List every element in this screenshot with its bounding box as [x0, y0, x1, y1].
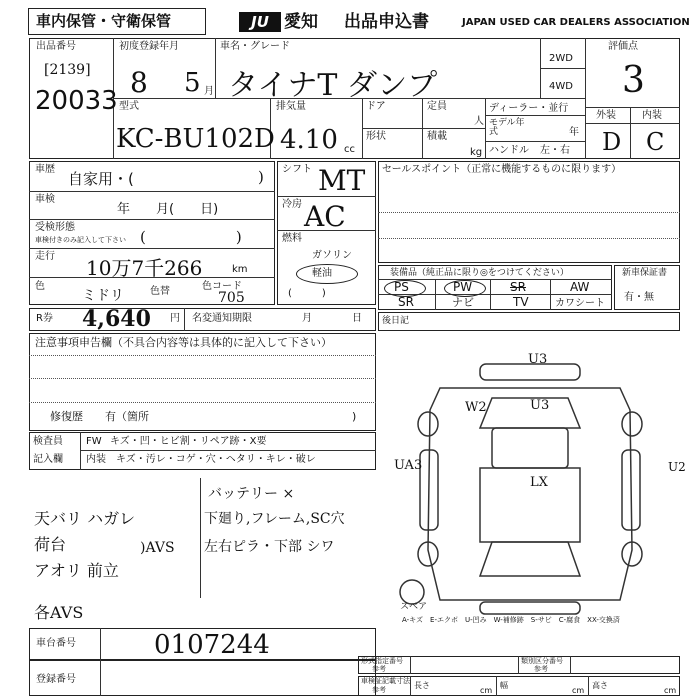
load-label: 積載: [427, 131, 447, 142]
lot-label: 出品番号: [36, 41, 76, 52]
remark-line1: 天バリ ハガレ: [34, 509, 136, 528]
spare-label: スペア: [400, 602, 428, 612]
type-designation-ref: 参考: [372, 665, 386, 673]
equip-sr-top: SR: [510, 280, 526, 294]
diagram-rear-bumper: [480, 602, 580, 614]
length-unit: cm: [480, 686, 493, 695]
dimensions-label: 車検証記載寸法: [361, 677, 410, 685]
km-unit: km: [232, 264, 248, 275]
storage-header: 車内保管・守衛保管: [36, 12, 172, 30]
diagram-spare-wheel: [400, 580, 424, 604]
mark-u2: U2: [668, 460, 686, 474]
damage-legend: A-キズ E-エクボ U-凹み W-補修跡 S-サビ C-腐食 XX-交換済: [402, 616, 620, 624]
displacement: 4.10: [280, 125, 338, 155]
color-value: ミドリ: [82, 288, 124, 304]
warranty-label: 新車保証書: [622, 268, 668, 278]
commission-note: 車検付きのみ記入して下さい: [35, 236, 126, 244]
remarks-divider: [200, 478, 201, 598]
lot-number: 20033: [35, 86, 118, 116]
fuel-label: 燃料: [282, 233, 302, 244]
notes-label: 注意事項申告欄（不具合内容等は具体的に記入して下さい）: [35, 336, 332, 349]
fuel-diesel: 軽油: [312, 268, 332, 279]
history-label: 車歴: [35, 164, 55, 175]
dimensions-ref: 参考: [372, 686, 386, 694]
registration-box: [29, 660, 376, 696]
repair-close: ): [352, 410, 357, 423]
reg-label: 初度登録年月: [119, 41, 179, 52]
color-label: 色: [35, 281, 45, 292]
drive-2wd: 2WD: [549, 53, 573, 64]
color-code-value: 705: [218, 290, 245, 306]
interior-label: 内装: [86, 454, 106, 465]
sales-point-label: セールスポイント（正常に機能するものに限ります）: [382, 164, 622, 175]
height-label: 高さ: [592, 681, 608, 690]
commission-paren: ( ): [140, 228, 242, 246]
equip-sr: SR: [398, 295, 414, 309]
inspector-label-1: 検査員: [33, 436, 63, 447]
handle-label: ハンドル: [489, 145, 529, 156]
chassis-number: 0107244: [154, 630, 270, 660]
recycle-yen: 円: [170, 313, 180, 324]
remark-line2: 荷台: [34, 535, 67, 554]
repair-history-label: 修復歴 有（箇所: [50, 410, 149, 423]
mark-lx: LX: [530, 475, 548, 490]
deadline-day: 日: [352, 313, 362, 324]
recycle-amount: 4,640: [82, 306, 151, 332]
chassis-label: 車台番号: [36, 638, 76, 649]
logo-suffix: 愛知: [284, 12, 318, 32]
commission-label: 受検形態: [35, 222, 75, 233]
diagram-body-outline: [428, 388, 632, 600]
ju-logo: [239, 12, 281, 32]
cc-unit: cc: [344, 144, 355, 155]
handle-options: 左・右: [540, 145, 570, 156]
car-diagram: [380, 340, 680, 640]
door-label: ドア: [366, 101, 386, 112]
lot-bracket: [2139]: [44, 62, 91, 78]
inspect-value: 年 月( 日): [117, 202, 219, 217]
remark-right2: 下廻り,フレーム,SC穴: [204, 511, 345, 527]
disp-label: 排気量: [276, 101, 306, 112]
diagram-wheel-fr: [622, 412, 642, 436]
ac-value: AC: [304, 200, 346, 233]
ext-grade: D: [602, 128, 622, 156]
type-designation-label: 形式指定番号: [361, 657, 403, 665]
bottom-table-1: [358, 656, 680, 674]
remark-right3: 左右ピラ・下部 シワ: [204, 539, 335, 555]
history-close: ): [258, 168, 264, 186]
deadline-label: 名変通知期限: [192, 313, 252, 324]
grade-score: 3: [622, 60, 645, 101]
page-title: 出品申込書: [344, 12, 429, 32]
vehicle-name: タイナT ダンプ: [228, 68, 438, 103]
registration-label: 登録番号: [36, 674, 76, 685]
person-unit: 人: [474, 116, 484, 127]
reg-month-unit: 月: [204, 86, 214, 97]
cap-label: 定員: [427, 101, 447, 112]
after-note-box: [378, 312, 680, 331]
int-grade: C: [646, 128, 665, 156]
mark-u3-mid: U3: [530, 398, 550, 413]
warranty-options: 有・無: [624, 292, 654, 303]
inspector-label-2: 記入欄: [33, 454, 63, 465]
ac-label: 冷房: [282, 199, 302, 210]
reg-month: 5: [184, 68, 201, 98]
equip-ps: PS: [394, 280, 409, 294]
height-unit: cm: [664, 686, 677, 695]
drive-4wd: 4WD: [549, 81, 573, 92]
shift-label: シフト: [282, 164, 312, 175]
year-unit: 年: [569, 127, 579, 138]
category-ref: 参考: [534, 665, 548, 673]
equip-pw: PW: [453, 280, 473, 294]
model-year-label: モデル年式: [489, 118, 525, 137]
diagram-rear: [480, 542, 580, 576]
width-unit: cm: [572, 686, 585, 695]
dealer-label: ディーラー・並行: [489, 103, 569, 114]
remark-line3: アオリ 前立: [34, 561, 119, 580]
remark-line4: 各AVS: [34, 603, 84, 622]
shape-label: 形状: [366, 131, 386, 142]
ext-label: 外装: [596, 110, 616, 121]
equip-aw: AW: [570, 280, 590, 294]
equip-leather: カワシート: [555, 298, 605, 309]
fuel-gasoline: ガソリン: [312, 250, 352, 261]
equip-tv: TV: [513, 295, 529, 309]
remark-right1: バッテリー ×: [208, 486, 295, 502]
deadline-month: 月: [302, 313, 312, 324]
mark-u3-top: U3: [528, 352, 548, 367]
model-value: KC-BU102D: [116, 124, 275, 154]
mileage-value: 10万7千266: [86, 256, 203, 280]
ju-logo-text: JU: [251, 13, 269, 31]
fuel-paren: ( ): [288, 288, 326, 299]
color-code-label: 色コード: [202, 281, 242, 292]
fw-label: FW: [86, 436, 102, 447]
inspect-label: 車検: [35, 194, 55, 205]
mark-w2: W2: [465, 400, 487, 415]
name-label: 車名・グレード: [220, 41, 290, 52]
color-change-label: 色替: [150, 286, 170, 297]
grade-label: 評価点: [608, 41, 638, 52]
shift-value: MT: [318, 164, 366, 197]
association-name: JAPAN USED CAR DEALERS ASSOCIATION: [462, 17, 690, 28]
length-label: 長さ: [414, 681, 430, 690]
kg-unit: kg: [470, 147, 483, 158]
category-label: 類別区分番号: [521, 657, 563, 665]
history-value: 自家用・(: [68, 170, 134, 188]
mark-ua3: UA3: [394, 458, 423, 473]
int-label: 内装: [642, 110, 662, 121]
model-label: 型式: [119, 101, 139, 112]
width-label: 幅: [500, 681, 508, 690]
mileage-label: 走行: [35, 251, 55, 262]
recycle-label: R券: [36, 313, 53, 324]
equipment-label: 装備品（純正品に限り◎をつけてください）: [390, 268, 569, 278]
remark-line2b: )AVS: [140, 540, 175, 556]
fw-items: キズ・凹・ヒビ割・リペア跡・X要: [110, 436, 267, 447]
diagram-wheel-fl: [418, 412, 438, 436]
after-note-label: 後日記: [382, 316, 410, 326]
equip-navi: ナビ: [452, 296, 474, 309]
reg-year: 8: [130, 66, 148, 99]
diagram-windshield: [492, 428, 568, 468]
interior-items: キズ・汚レ・コゲ・穴・ヘタリ・キレ・破レ: [116, 454, 316, 465]
